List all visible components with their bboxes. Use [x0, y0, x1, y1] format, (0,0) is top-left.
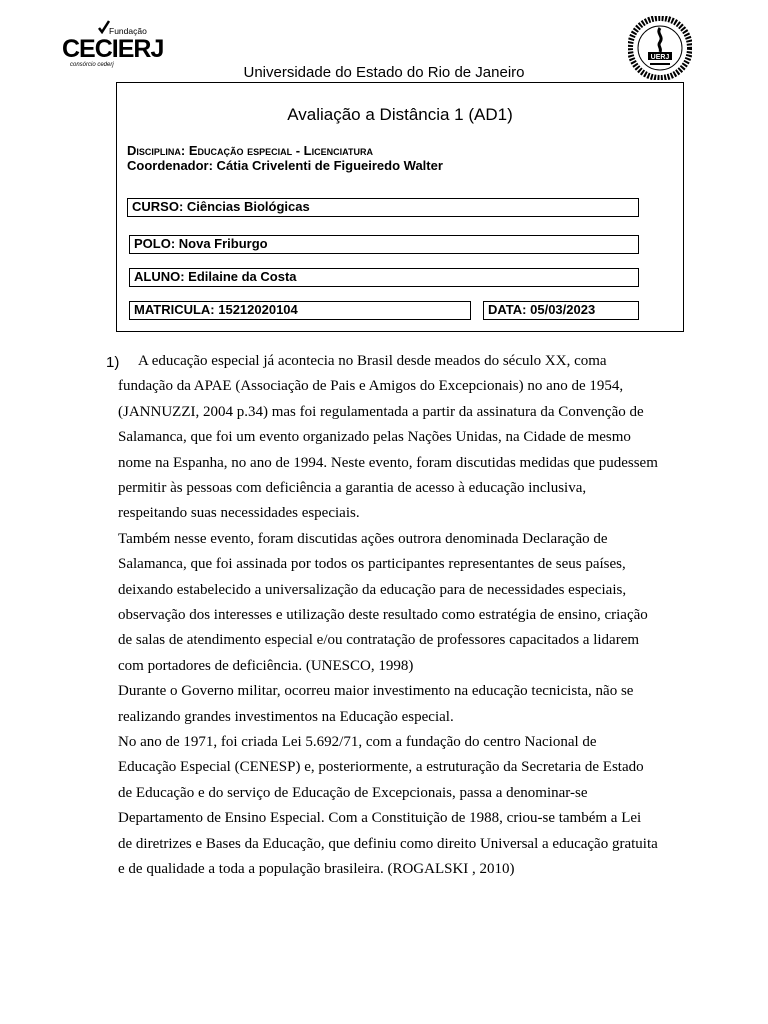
- question-line: Salamanca, que foi assinada por todos os participantes representantes de seus países,: [118, 556, 626, 572]
- seal-text: UERJ: [650, 54, 670, 61]
- logo-fundacao-text: Fundação: [109, 26, 147, 36]
- question-line: Departamento de Ensino Especial. Com a Constituição de 1988, criou-se também a Lei: [118, 810, 642, 826]
- question-line: de diretrizes e Bases da Educação, que definiu como direito Universal a educação gratuita: [118, 836, 658, 852]
- university-title: Universidade do Estado do Rio de Janeiro: [243, 64, 525, 81]
- question-line: Educação Especial (CENESP) e, posteriormente, a estruturação da Secretaria de Estado: [118, 759, 644, 775]
- question-line: realizando grandes investimentos na Educação especial.: [118, 709, 454, 725]
- question-line: Também nesse evento, foram discutidas ações outrora denominada Declaração de: [118, 531, 608, 547]
- question-line: deixando estabelecido a universalização da educação para de necessidades especiais,: [118, 582, 627, 598]
- question-line: de salas de atendimento especial e/ou contratação de professores capacitados a lidarem: [118, 632, 640, 648]
- question-line: observação dos interesses e utilização deste resultado como estratégia de ensino, criação: [118, 607, 648, 623]
- curso-field: CURSO: Ciências Biológicas: [127, 198, 639, 217]
- question-line: com portadores de deficiência. (UNESCO, 1998): [118, 658, 414, 674]
- question-line: e de qualidade a toda a população brasileira. (ROGALSKI , 2010): [118, 861, 515, 877]
- logo-subtitle-text: consórcio cederj: [70, 62, 114, 68]
- question-line: permitir às pessoas com deficiência a garantia de acesso à educação inclusiva,: [118, 480, 587, 496]
- question-line: Durante o Governo militar, ocorreu maior investimento na educação tecnicista, não se: [118, 683, 634, 699]
- question-line: No ano de 1971, foi criada Lei 5.692/71, com a fundação do centro Nacional de: [118, 734, 597, 750]
- question-line: nome na Espanha, no ano de 1994. Neste evento, foram discutidas medidas que pudessem: [118, 455, 658, 471]
- logo-cecierj-text: CECIERJ: [62, 35, 164, 63]
- question-line: A educação especial já acontecia no Brasil desde meados do século XX, coma: [138, 353, 607, 369]
- evaluation-title: Avaliação a Distância 1 (AD1): [287, 105, 513, 124]
- question-number: 1): [106, 354, 120, 371]
- aluno-field: ALUNO: Edilaine da Costa: [129, 268, 639, 287]
- question-line: respeitando suas necessidades especiais.: [118, 505, 360, 521]
- question-line: fundação da APAE (Associação de Pais e Amigos do Excepcionais) no ano de 1954,: [118, 378, 624, 394]
- matricula-field: MATRICULA: 15212020104: [129, 301, 471, 320]
- data-field: DATA: 05/03/2023: [483, 301, 639, 320]
- question-line: Salamanca, que foi um evento organizado pelas Nações Unidas, na Cidade de mesmo: [118, 429, 631, 445]
- question-line: de Educação e do serviço de Educação de Excepcionais, passa a denominar-se: [118, 785, 588, 801]
- question-line: (JANNUZZI, 2004 p.34) mas foi regulamentada a partir da assinatura da Convenção de: [118, 404, 644, 420]
- polo-field: POLO: Nova Friburgo: [129, 235, 639, 254]
- disciplina-line: Disciplina: Educação especial - Licenciatura: [127, 143, 373, 158]
- coordenador-line: Coordenador: Cátia Crivelenti de Figueiredo Walter: [127, 158, 443, 173]
